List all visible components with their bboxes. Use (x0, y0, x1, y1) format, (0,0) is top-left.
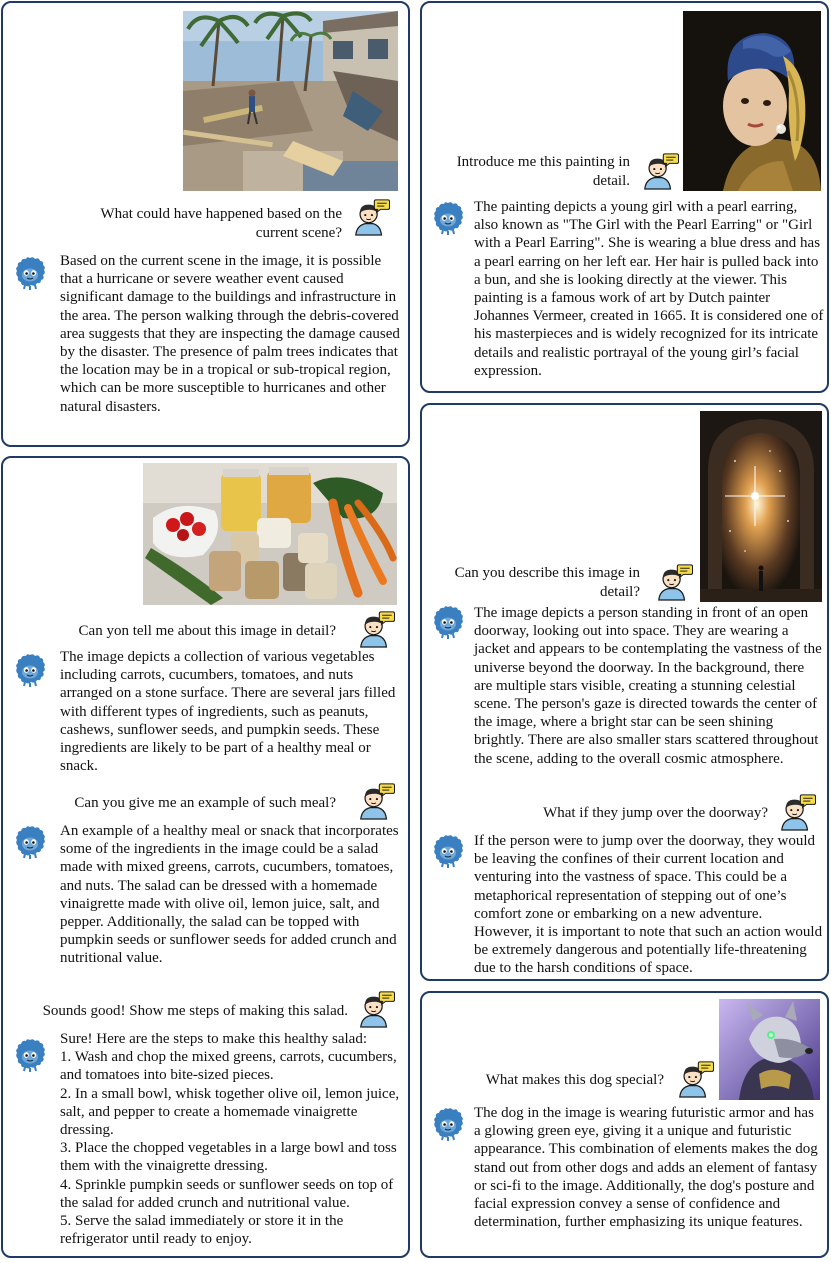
bot-avatar-icon (14, 1038, 46, 1072)
bot-avatar-icon (14, 653, 46, 687)
user-avatar-icon (357, 610, 395, 648)
user-avatar-icon (357, 782, 395, 820)
user-avatar-icon (357, 990, 395, 1028)
question-text: Can you describe this image in detail? (454, 565, 640, 600)
answer-text: If the person were to jump over the doorway, they would be leaving the confines of their current location and venturing into the vastness of space. This could be a metaphorical representation of stepping out of one’s comfort zone or embarking on a new adventure. However, it is important to note that such an action would be extremely dangerous and potentially life-threatening due to the harsh conditions of space. (474, 833, 823, 977)
user-avatar-icon (641, 152, 679, 190)
question-text: Can you give me an example of such meal? (74, 795, 336, 811)
bot-avatar-icon (432, 605, 464, 639)
bot-avatar-icon (432, 1107, 464, 1141)
question-text: Can yon tell me about this image in detail? (78, 623, 336, 639)
vegetables-photo (143, 463, 397, 605)
question-text: Sounds good! Show me steps of making this salad. (42, 1003, 348, 1019)
user-avatar-icon (676, 1060, 714, 1098)
answer-text: The painting depicts a young girl with a pearl earring, also known as "The Girl with the Pearl Earring" or "Girl with a Pearl Earring". She is wearing a blue dress and has a pearl earring on her left ear. Her hair is pulled back into a bun, and she is looking directly at the viewer. This painting is a famous work of art by Dutch painter Johannes Vermeer, created in 1665. It is considered one of his masterpieces and is widely recognized for its intricate details and realistic portrayal of the young girl’s facial expression. (474, 199, 824, 379)
user-avatar-icon (655, 563, 693, 601)
answer-text: The image depicts a collection of various vegetables including carrots, cucumbers, tomatoes, and nuts arranged on a stone surface. There are several jars filled with different types of ingredients, such as peanuts, cashews, sunflower seeds, and pumpkin seeds. These ingredients are likely to be part of a healthy meal or snack. (60, 649, 396, 775)
list-item: 5. Serve the salad immediately or store it in the refrigerator until ready to enjoy. (60, 1213, 344, 1248)
answer-text: Based on the current scene in the image, it is possible that a hurricane or severe weather event caused significant damage to the buildings and infrastructure in the area. The person walking through the debris-covered area suggests that they are inspecting the damage caused by the disaster. The presence of palm trees indicates that the location may be in a tropical or sub-tropical region, which can be more susceptible to hurricanes and other natural disasters. (60, 253, 400, 415)
list-item: 3. Place the chopped vegetables in a large bowl and toss them with the vinaigrette dressing. (60, 1140, 397, 1175)
user-avatar-icon (352, 198, 390, 236)
bot-avatar-icon (432, 834, 464, 868)
dog-photo (719, 999, 820, 1100)
question-text: What could have happened based on the current scene? (100, 206, 342, 241)
steps-answer (60, 1030, 402, 1248)
user-avatar-icon (778, 793, 816, 831)
question-text: What makes this dog special? (485, 1072, 664, 1088)
bot-avatar-icon (14, 825, 46, 859)
answer-text: An example of a healthy meal or snack that incorporates some of the ingredients in the image could be a salad made with mixed greens, carrots, cucumbers, tomatoes, and nuts. The salad can be dressed with a homemade vinaigrette made with olive oil, lemon juice, salt, and pepper. Additionally, the salad can be topped with pumpkin seeds or sunflower seeds for added crunch and nutritional value. (60, 823, 399, 967)
list-item: 2. In a small bowl, whisk together olive oil, lemon juice, salt, and pepper to create a homemade vinaigrette dressing. (60, 1085, 400, 1139)
bot-avatar-icon (432, 201, 464, 235)
steps-intro: Sure! Here are the steps to make this healthy salad: (60, 1031, 367, 1047)
doorway-photo (700, 411, 822, 602)
list-item: 4. Sprinkle pumpkin seeds or sunflower seeds on top of the salad for added crunch and nutritional value. (60, 1176, 394, 1211)
bot-avatar-icon (14, 256, 46, 290)
question-text: Introduce me this painting in detail. (456, 154, 630, 189)
answer-text: The dog in the image is wearing futuristic armor and has a glowing green eye, giving it a unique and futuristic appearance. This combination of elements makes the dog stand out from other dogs and adds an element of fantasy or sci-fi to the image. Additionally, the dog's posture and facial expression convey a sense of confidence and determination, further emphasizing its unique features. (474, 1105, 818, 1231)
painting-photo (683, 11, 821, 191)
answer-text: The image depicts a person standing in front of an open doorway, looking out into space. They are wearing a jacket and appears to be contemplating the vastness of the universe beyond the doorway. In the background, there are multiple stars visible, creating a stunning celestial scene. The person's gaze is directed towards the center of the image, where a bright star can be seen shining brightly. There are also smaller stars scattered throughout the scene, adding to the overall cosmic atmosphere. (474, 605, 822, 767)
question-text: What if they jump over the doorway? (543, 805, 768, 821)
hurricane-photo (183, 11, 398, 191)
list-item: 1. Wash and chop the mixed greens, carrots, cucumbers, and tomatoes into bite-sized pieces. (60, 1049, 397, 1084)
